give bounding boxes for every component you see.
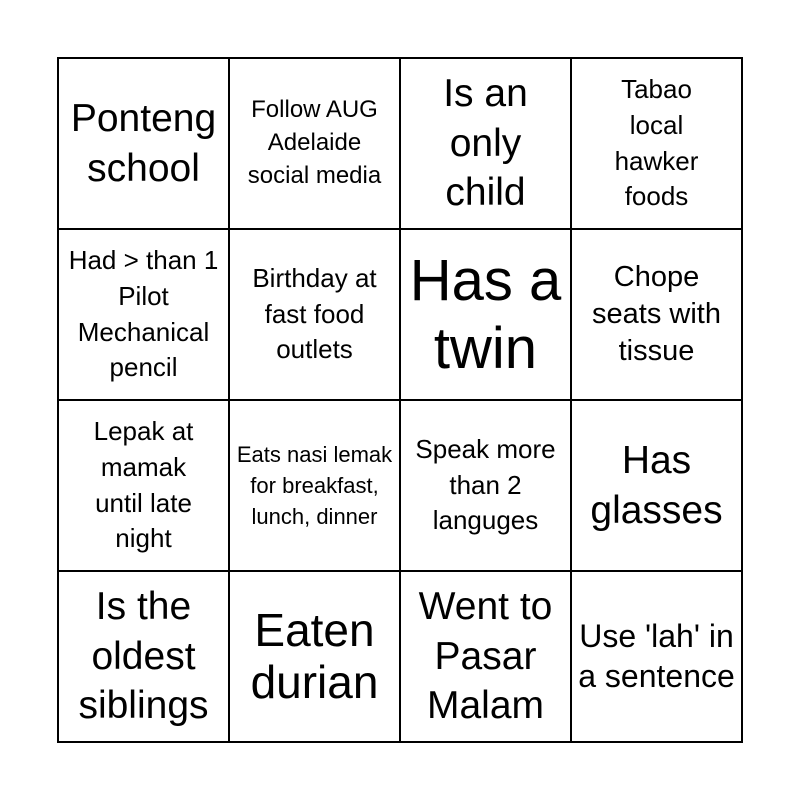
- cell-label: Is an only child: [443, 71, 528, 215]
- bingo-cell-16[interactable]: [571, 571, 742, 742]
- cell-label: Went to Pasar Malam: [418, 584, 553, 728]
- bingo-cell-11[interactable]: [400, 400, 571, 571]
- bingo-cell-7[interactable]: [400, 229, 571, 400]
- cell-label: Eats nasi lemak for breakfast, lunch, dinner: [236, 441, 393, 529]
- bingo-cell-3[interactable]: [400, 58, 571, 229]
- cell-label: Chope seats with tissue: [592, 260, 721, 368]
- cell-label: Has glasses: [590, 438, 723, 532]
- cell-label: Speak more than 2 languges: [415, 434, 556, 536]
- cell-label: Follow AUG Adelaide social media: [247, 96, 382, 189]
- bingo-cell-13[interactable]: [58, 571, 229, 742]
- cell-label: Has a twin: [409, 248, 562, 381]
- cell-label: Ponteng school: [70, 96, 217, 190]
- bingo-cell-15[interactable]: [400, 571, 571, 742]
- cell-label: Is the oldest siblings: [78, 584, 209, 728]
- bingo-cell-10[interactable]: [229, 400, 400, 571]
- bingo-cell-8[interactable]: [571, 229, 742, 400]
- bingo-cell-9[interactable]: [58, 400, 229, 571]
- bingo-cell-6[interactable]: [229, 229, 400, 400]
- cell-label: Lepak at mamak until late night: [93, 416, 194, 554]
- bingo-cell-14[interactable]: [229, 571, 400, 742]
- bingo-board: [57, 57, 743, 743]
- bingo-cell-5[interactable]: [58, 229, 229, 400]
- cell-label: Eaten durian: [250, 603, 379, 708]
- cell-label: Tabao local hawker foods: [614, 74, 699, 212]
- bingo-cell-1[interactable]: [58, 58, 229, 229]
- cell-label: Birthday at fast food outlets: [252, 263, 377, 365]
- bingo-cell-2[interactable]: [229, 58, 400, 229]
- bingo-cell-4[interactable]: [571, 58, 742, 229]
- cell-label: Had > than 1 Pilot Mechanical pencil: [68, 245, 219, 383]
- bingo-cell-12[interactable]: [571, 400, 742, 571]
- cell-label: Use 'lah' in a sentence: [578, 618, 735, 694]
